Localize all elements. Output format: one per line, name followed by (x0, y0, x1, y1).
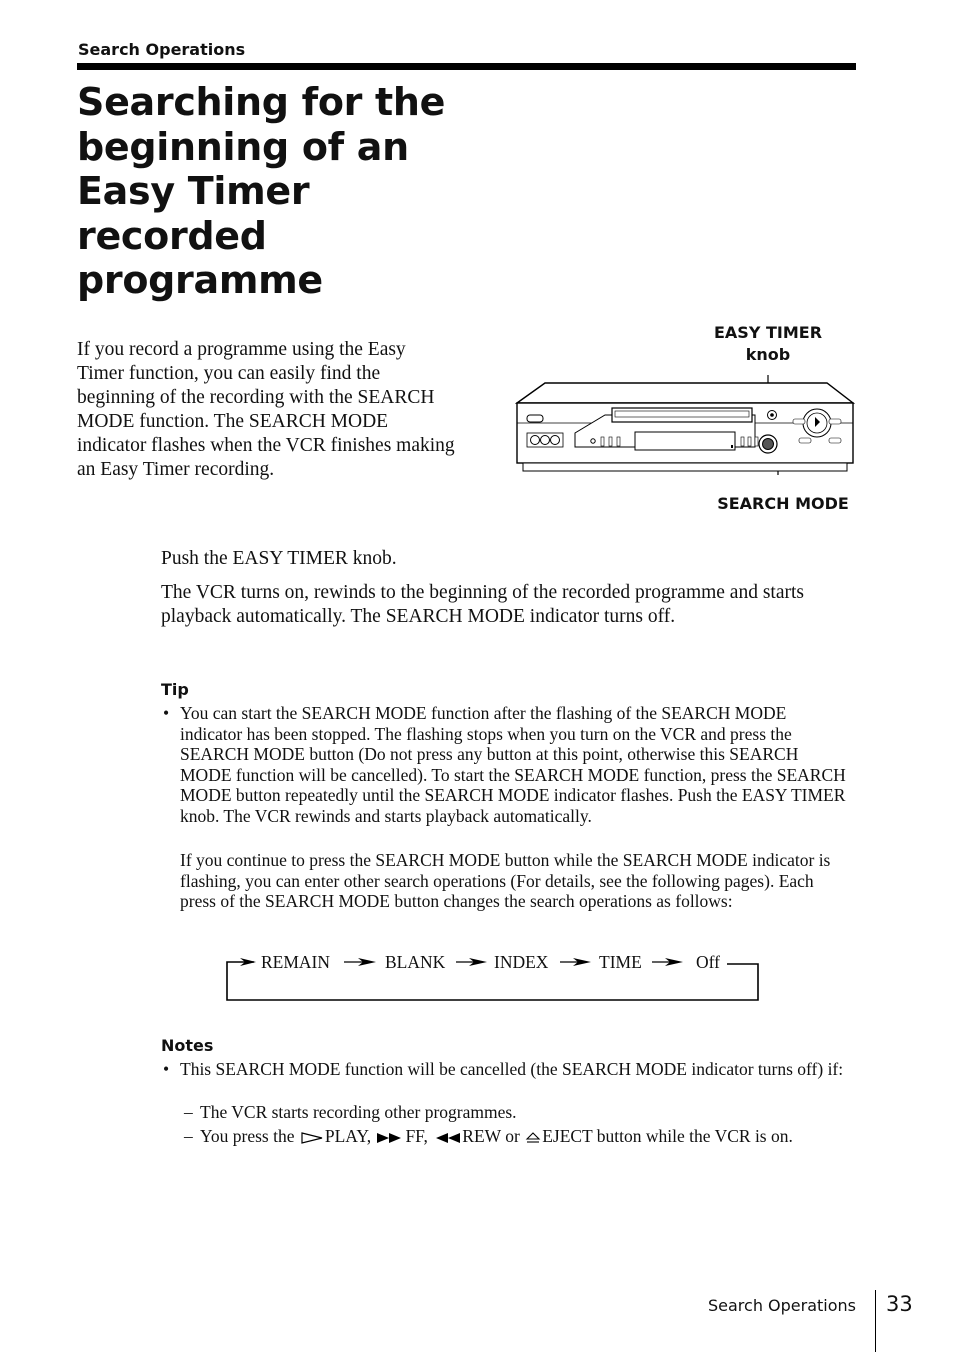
fast-forward-icon (375, 1131, 405, 1145)
search-mode-cycle-diagram (226, 950, 760, 1002)
notes-text: This SEARCH MODE function will be cancelled (the SEARCH MODE indicator turns off) if: (180, 1059, 844, 1079)
cycle-item-time: TIME (599, 952, 642, 972)
notes-item-1-text: The VCR starts recording other programmes. (200, 1102, 517, 1122)
play-icon (299, 1131, 325, 1145)
notes-item-2-part5: EJECT button while the VCR is on. (542, 1126, 793, 1146)
dash-marker: – (184, 1126, 193, 1146)
cycle-item-blank: BLANK (385, 952, 446, 972)
tip-continuation: If you continue to press the SEARCH MODE button while the SEARCH MODE indicator is flashing, you can enter other search operations (For details, see the following pages). Each press of the SEARCH MODE button changes the search operations as follows: (180, 850, 831, 911)
notes-item-2-part4: REW or (462, 1126, 520, 1146)
search-mode-label: SEARCH MODE (717, 494, 849, 513)
cycle-item-remain: REMAIN (261, 952, 331, 972)
cycle-item-off: Off (696, 952, 720, 972)
notes-item-2-part1: You press the (200, 1126, 295, 1146)
tip-text: You can start the SEARCH MODE function after the flashing of the SEARCH MODE indicator has been stopped. The flashing stops when you turn on the VCR and press the SEARCH MODE button (Do not press any button at this point, otherwise this SEARCH MODE function will be cancelled). To start the SEARCH MODE function, press the SEARCH MODE button repeatedly until the SEARCH MODE indicator flashes. Push the EASY TIMER knob. The VCR rewinds and starts playback automatically. (180, 703, 846, 826)
notes-item-2-part2: PLAY, (324, 1126, 372, 1146)
cycle-item-index: INDEX (494, 952, 549, 972)
rewind-icon (432, 1131, 462, 1145)
easy-timer-label-line1: EASY TIMER (713, 323, 823, 342)
bullet-dot: • (163, 703, 170, 723)
footer-rule (875, 1290, 876, 1352)
step-result: The VCR turns on, rewinds to the beginning of the recorded programme and starts playback automatically. The SEARCH MODE indicator turns off. (161, 582, 804, 627)
intro-paragraph: If you record a programme using the Easy Timer function, you can easily find the beginning of the recording with the SEARCH MODE function. The SEARCH MODE indicator flashes when the VCR finishes making an Easy Timer recording. (77, 339, 455, 480)
page-title: Searching for the beginning of an Easy Timer recorded programme (77, 80, 446, 302)
eject-icon (524, 1131, 542, 1145)
footer-section: Search Operations (708, 1296, 857, 1315)
dash-marker: – (184, 1102, 193, 1122)
bullet-dot: • (163, 1059, 170, 1079)
easy-timer-label-line2: knob (745, 345, 791, 364)
page-number: 33 (886, 1292, 913, 1316)
running-header: Search Operations (78, 40, 246, 59)
header-rule (77, 63, 856, 70)
tip-heading: Tip (161, 680, 189, 699)
vcr-illustration (515, 375, 855, 475)
notes-item-2-text (200, 1126, 845, 1147)
notes-item-2-part3: FF, (405, 1126, 428, 1146)
easy-timer-label (708, 322, 828, 366)
step-instruction: Push the EASY TIMER knob. (161, 548, 397, 569)
notes-heading: Notes (161, 1036, 214, 1055)
